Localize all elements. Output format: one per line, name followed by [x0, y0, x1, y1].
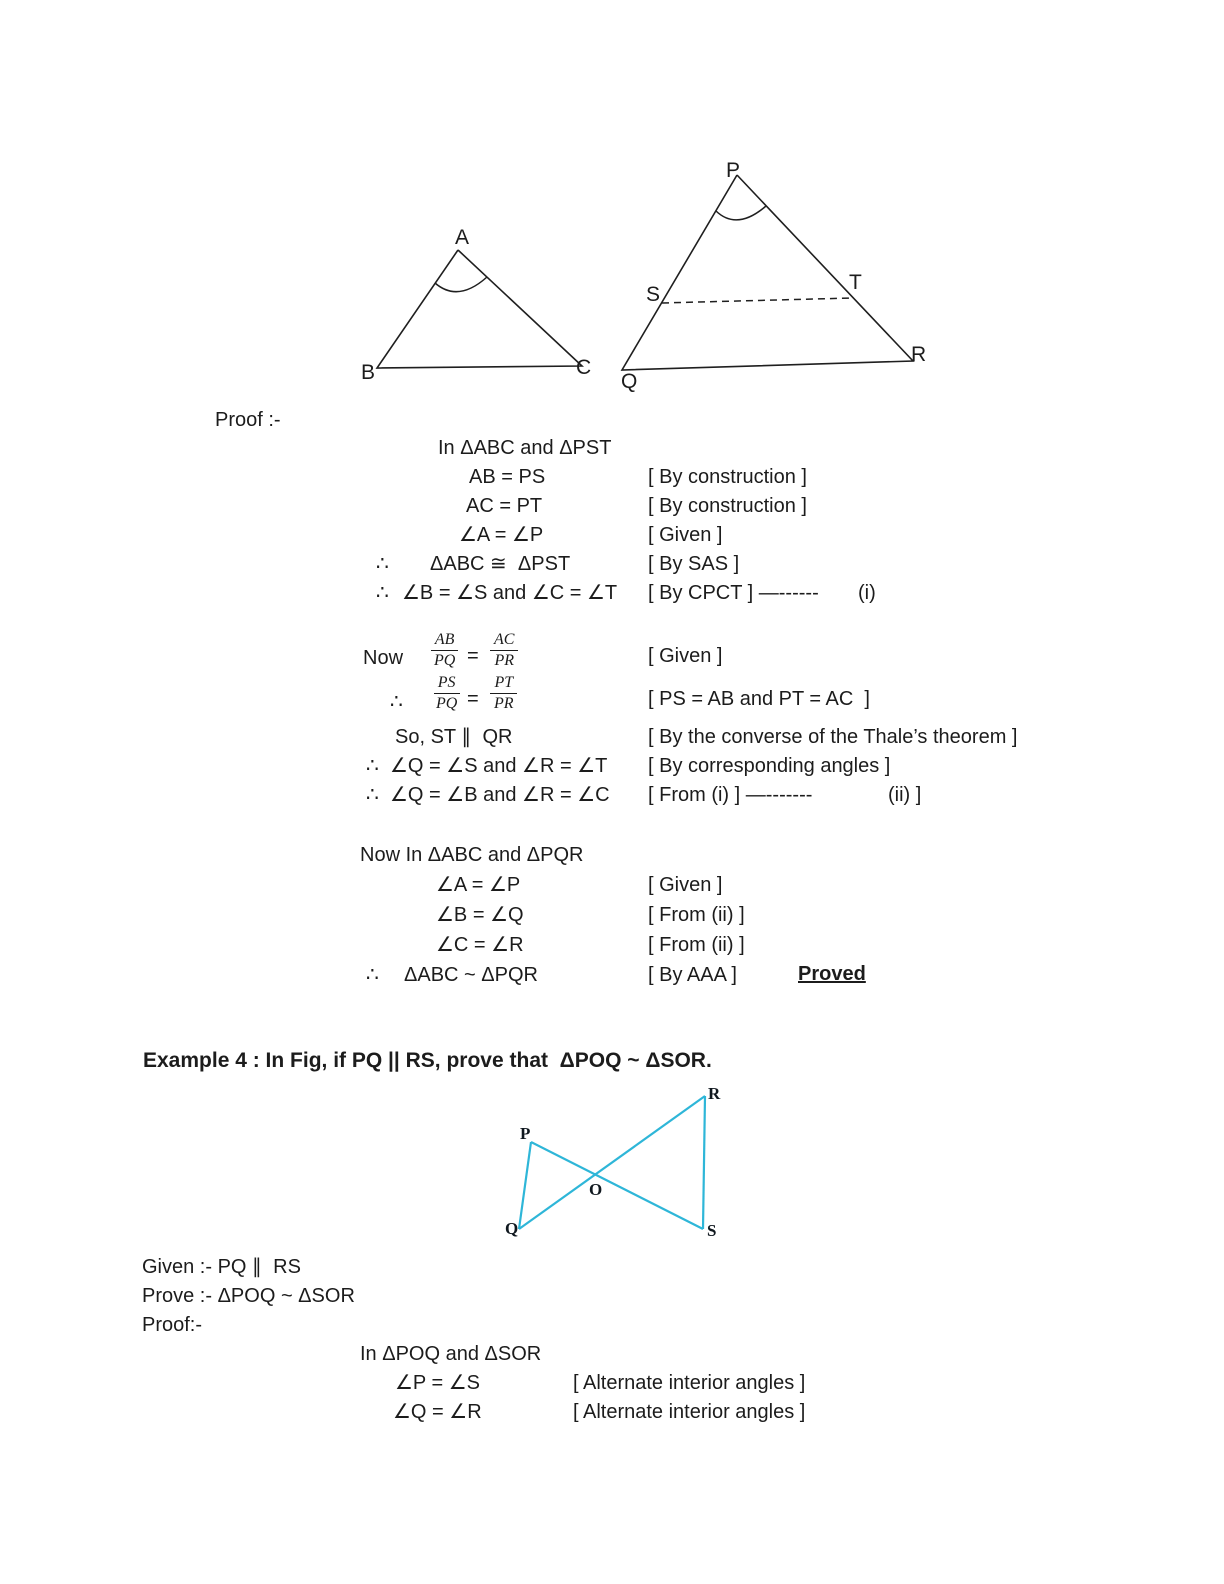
proof2-why-4: [ By AAA ]: [648, 964, 737, 986]
segment-rs: [703, 1096, 705, 1229]
segment-st-dashed: [662, 298, 852, 303]
angle-arc-p: [716, 206, 766, 220]
proof1-why-3: [ Given ]: [648, 524, 723, 546]
vertex-label-c: C: [576, 356, 592, 379]
therefore-symbol: ∴: [366, 784, 379, 806]
ratio-why-5: [ From (i) ] —-------: [648, 784, 813, 806]
example4-proof-label: Proof:-: [142, 1314, 203, 1336]
ratio-eq-5: ∠Q = ∠B and ∠R = ∠C: [390, 784, 610, 806]
therefore-symbol: ∴: [376, 553, 389, 575]
vertex-label-t: T: [849, 271, 862, 294]
therefore-symbol: ∴: [376, 582, 389, 604]
proof2-eq-3: ∠C = ∠R: [436, 934, 524, 956]
vertex-label-r: R: [911, 343, 927, 366]
proof1-why-5: [ By CPCT ] —------: [648, 582, 819, 604]
segment-qr: [519, 1096, 705, 1229]
bowtie-triangles-figure: [490, 1080, 730, 1245]
fraction-denominator: PR: [494, 652, 514, 670]
example4-eq-2: ∠Q = ∠R: [393, 1401, 482, 1423]
ref-tag-i: (i): [858, 582, 876, 604]
example4-intro: In ΔPOQ and ΔSOR: [360, 1343, 542, 1365]
ratio-eq-3: So, ST ∥ QR: [395, 726, 513, 748]
example4-eq-1: ∠P = ∠S: [395, 1372, 480, 1394]
segment-ps: [531, 1142, 703, 1229]
proof1-why-1: [ By construction ]: [648, 466, 807, 488]
now-label: Now: [363, 647, 404, 669]
proof1-intro: In ΔABC and ΔPST: [438, 437, 612, 459]
proof2-eq-1: ∠A = ∠P: [436, 874, 521, 896]
vertex-label-s: S: [707, 1221, 717, 1240]
fraction-denominator: PR: [494, 695, 514, 713]
bowtie-svg: [490, 1080, 730, 1245]
proof1-why-4: [ By SAS ]: [648, 553, 740, 575]
equals-sign: =: [467, 688, 479, 710]
vertex-label-a: A: [455, 226, 470, 249]
fraction-ab-pq: [430, 631, 459, 671]
example4-why-2: [ Alternate interior angles ]: [573, 1401, 806, 1423]
fraction-ps-pq: [432, 674, 461, 714]
vertex-label-q: Q: [505, 1219, 519, 1238]
proof-heading: Proof :-: [215, 409, 281, 431]
proof1-eq-2: AC = PT: [466, 495, 543, 517]
fraction-pt-pr: [490, 674, 518, 714]
segment-qp: [519, 1142, 531, 1229]
proof1-eq-1: AB = PS: [469, 466, 546, 488]
ratio-why-2: [ PS = AB and PT = AC ]: [648, 688, 870, 710]
proof1-why-2: [ By construction ]: [648, 495, 807, 517]
fraction-numerator: PT: [490, 674, 517, 694]
ratio-why-3: [ By the converse of the Thale’s theorem ]: [648, 726, 1018, 748]
vertex-label-s: S: [646, 283, 661, 306]
example4-heading: Example 4 : In Fig, if PQ || RS, prove that ΔPOQ ~ ΔSOR.: [143, 1049, 712, 1072]
ratio-why-4: [ By corresponding angles ]: [648, 755, 891, 777]
vertex-label-q: Q: [621, 370, 638, 393]
vertex-label-b: B: [361, 361, 376, 384]
therefore-symbol: ∴: [366, 964, 379, 986]
vertex-label-r: R: [708, 1084, 721, 1103]
ratio-eq-4: ∠Q = ∠S and ∠R = ∠T: [390, 755, 608, 777]
proof2-intro: Now In ΔABC and ΔPQR: [360, 844, 584, 866]
angle-arc-a: [435, 277, 487, 292]
fraction-numerator: PS: [434, 674, 460, 694]
fraction-denominator: PQ: [436, 695, 458, 713]
proof2-eq-4: ΔABC ~ ΔPQR: [404, 964, 538, 986]
vertex-label-p: P: [520, 1124, 531, 1143]
therefore-symbol: ∴: [390, 691, 403, 713]
proof1-eq-3: ∠A = ∠P: [459, 524, 544, 546]
fraction-numerator: AC: [490, 631, 518, 651]
proof2-eq-2: ∠B = ∠Q: [436, 904, 524, 926]
proof2-why-3: [ From (ii) ]: [648, 934, 745, 956]
fraction-ac-pr: [490, 631, 518, 671]
fraction-denominator: PQ: [434, 652, 456, 670]
similar-triangles-figure: [330, 140, 950, 402]
ratio-why-1: [ Given ]: [648, 645, 723, 667]
proof2-why-1: [ Given ]: [648, 874, 723, 896]
ref-tag-ii: (ii) ]: [888, 784, 922, 806]
proof1-eq-4: ΔABC ≅ ΔPST: [430, 553, 571, 575]
triangle-abc-outline: [377, 250, 582, 368]
example4-why-1: [ Alternate interior angles ]: [573, 1372, 806, 1394]
intersection-label-o: O: [589, 1180, 603, 1199]
vertex-label-p: P: [726, 159, 741, 182]
example4-given: Given :- PQ ∥ RS: [142, 1256, 301, 1278]
therefore-symbol: ∴: [366, 755, 379, 777]
example4-prove: Prove :- ΔPOQ ~ ΔSOR: [142, 1285, 355, 1307]
triangle-pqr-outline: [622, 175, 913, 370]
equals-sign: =: [467, 645, 479, 667]
proof2-why-2: [ From (ii) ]: [648, 904, 745, 926]
proved-label: Proved: [798, 963, 866, 985]
proof1-eq-5: ∠B = ∠S and ∠C = ∠T: [402, 582, 618, 604]
fraction-numerator: AB: [431, 631, 459, 651]
